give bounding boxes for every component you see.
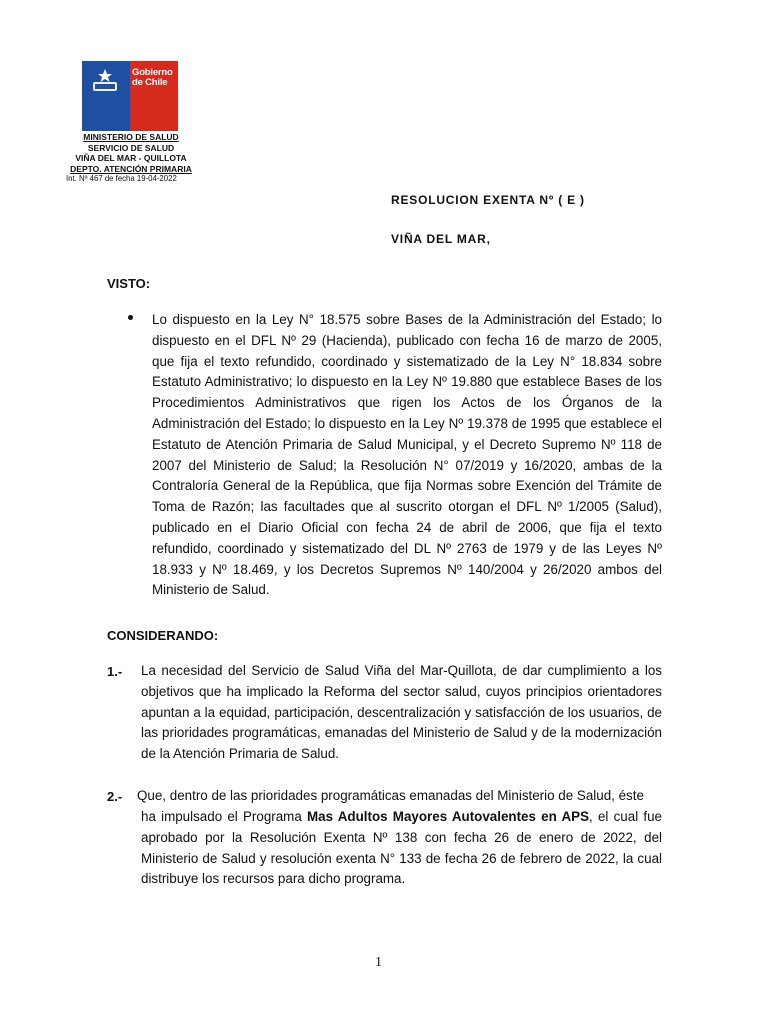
considerando-heading: CONSIDERANDO: [107,628,219,643]
internal-reference: Int. Nº 467 de fecha 19-04-2022 [66,174,177,183]
considerando-item-2-first-line: Que, dentro de las prioridades programáticas emanadas del Ministerio de Salud, éste [137,788,644,803]
coat-of-arms-icon [90,67,120,93]
item-2-text-after: , el cual fue aprobado por la Resolución Exenta Nº 138 con fecha 26 de enero de 2022, del Ministerio de Salud y resolución exenta N° 133 de fecha 26 de febrero de 2022, la cual distribuye los recursos para dicho programa. [141,809,663,887]
service-name: SERVICIO DE SALUD [87,142,175,153]
page-number: 1 [375,955,382,970]
logo-brand-line1: Gobierno [132,67,173,78]
resolution-city: VIÑA DEL MAR, [391,232,491,246]
ministry-name: MINISTERIO DE SALUD [83,132,179,142]
resolution-title: RESOLUCION EXENTA Nº ( E ) [391,193,585,207]
gobierno-de-chile-logo [82,61,178,131]
logo-brand-text [132,68,173,88]
visto-heading: VISTO: [107,276,151,291]
logo-brand-line2: de Chile [132,77,168,88]
considerando-item-2 [141,807,662,890]
item-number: 2.- [107,789,123,804]
item-2-text-before: ha impulsado el Programa [141,809,307,824]
considerando-item-1: La necesidad del Servicio de Salud Viña del Mar-Quillota, de dar cumplimiento a los objetivos que ha implicado la Reforma del sector salud, cuyos principios orientadores apuntan a la equidad, participación, descentralización y satisfacción de los usuarios, de las prioridades programáticas, emanadas del Ministerio de Salud y de la modernización de la Atención Primaria de Salud. [141,663,662,762]
program-name: Mas Adultos Mayores Autovalentes en APS [307,809,590,824]
department-name: DEPTO. ATENCIÓN PRIMARIA [70,163,192,174]
visto-paragraph: Lo dispuesto en la Ley N° 18.575 sobre Bases de la Administración del Estado; lo dispuesto en el DFL Nº 29 (Hacienda), publicado con fecha 16 de marzo de 2005, que fija el texto refundido, coordinado y sistematizado de la Ley N° 18.834 sobre Estatuto Administrativo; lo dispuesto en la Ley Nº 19.880 que establece Bases de los Procedimientos Administrativos que rigen los Actos de los Órganos de la Administración del Estado; lo dispuesto en la Ley Nº 19.378 de 1995 que establece el Estatuto de Atención Primaria de Salud Municipal, y el Decreto Supremo Nº 118 de 2007 del Ministerio de Salud; la Resolución N° 07/2019 y 16/2020, ambas de la Contraloría General de la República, que fija Normas sobre Exención del Trámite de Toma de Razón; las facultades que al suscrito otorgan el DFL Nº 1/2005 (Salud), publicado en el Diario Oficial con fecha 24 de abril de 2006, que fija el texto refundido, coordinado y sistematizado del DL Nº 2763 de 1979 y de las Leyes Nº 18.933 y Nº 18.469, y los Decretos Supremos Nº 140/2004 y 26/2020 ambos del Ministerio de Salud. [152,312,662,598]
item-number: 1.- [107,664,123,679]
service-region: VIÑA DEL MAR - QUILLOTA [75,153,187,163]
bullet-icon [128,315,133,320]
issuer-header [66,132,196,185]
